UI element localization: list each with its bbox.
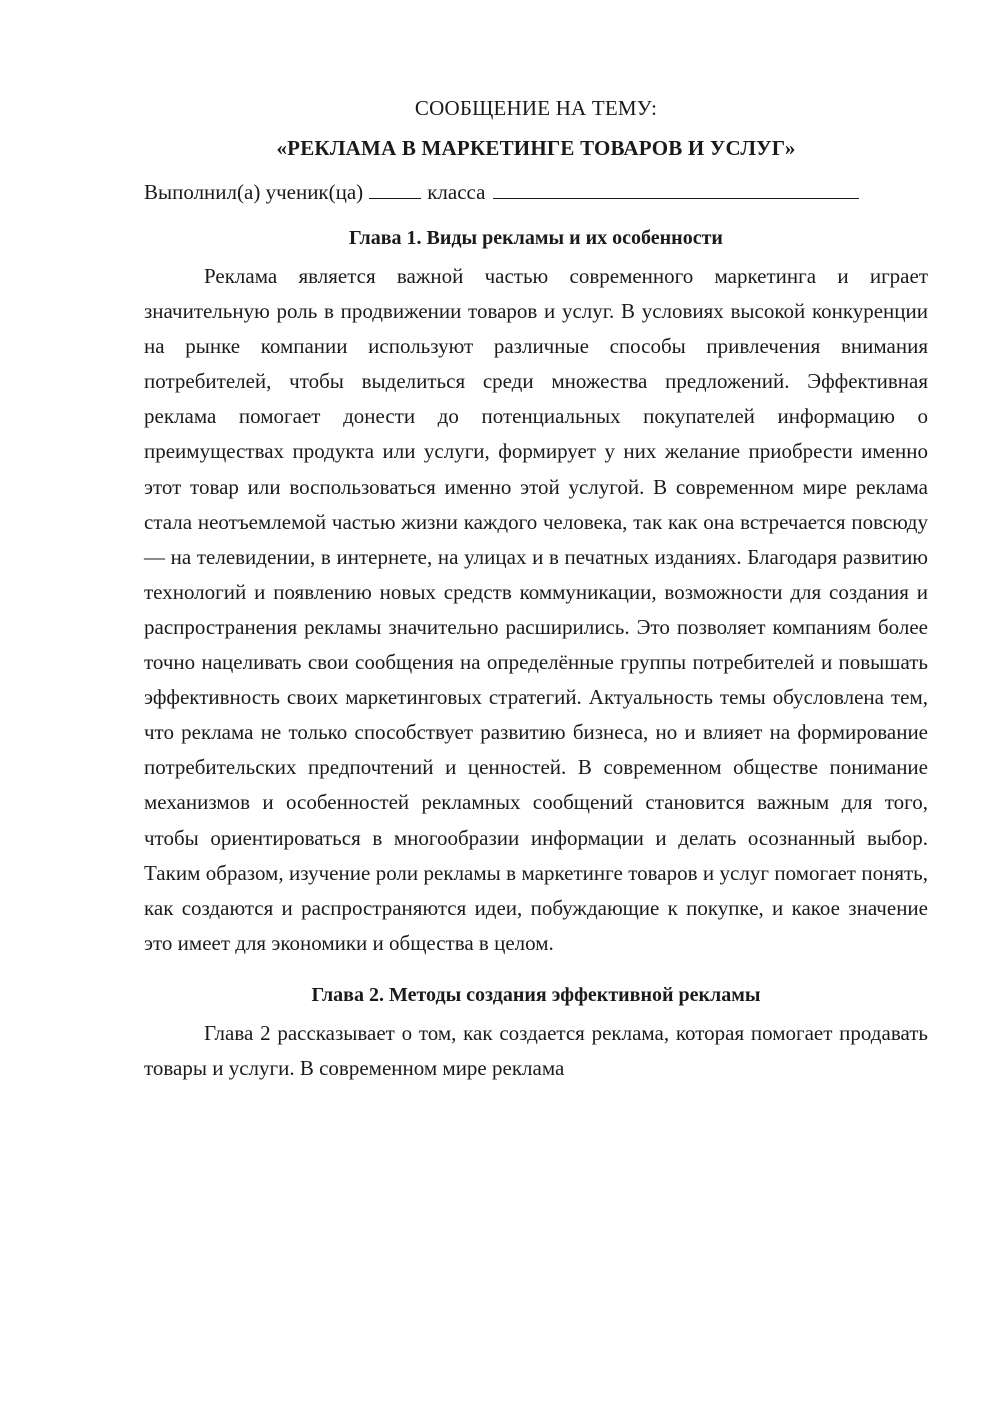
document-page [144,93,928,1086]
author-line [144,177,928,207]
class-number-blank [369,178,421,199]
chapter-1-paragraph: Реклама является важной частью современного маркетинга и играет значительную роль в продвижении товаров и услуг. В условиях высокой конкуренции на рынке компании используют различные способы привлечения внимания потребителей, чтобы выделиться среди множества предложений. Эффективная реклама помогает донести до потенциальных покупателей информацию о преимуществах продукта или услуги, формирует у них желание приобрести именно этот товар или воспользоваться именно этой услугой. В современном мире реклама стала неотъемлемой частью жизни каждого человека, так как она встречается повсюду — на телевидении, в интернете, на улицах и в печатных изданиях. Благодаря развитию технологий и появлению новых средств коммуникации, возможности для создания и распространения рекламы значительно расширились. Это позволяет компаниям более точно нацеливать свои сообщения на определённые группы потребителей и повышать эффективность своих маркетинговых стратегий. Актуальность темы обусловлена тем, что реклама не только способствует развитию бизнеса, но и влияет на формирование потребительских предпочтений и ценностей. В современном обществе понимание механизмов и особенностей рекламных сообщений становится важным для того, чтобы ориентироваться в многообразии информации и делать осознанный выбор. Таким образом, изучение роли рекламы в маркетинге товаров и услуг помогает понять, как создаются и распространяются идеи, побуждающие к покупке, и какое значение это имеет для экономики и общества в целом. [144,264,928,955]
author-class-word: класса [427,180,486,204]
document-title-line-1: СООБЩЕНИЕ НА ТЕМУ: [414,96,658,120]
chapter-2-heading: Глава 2. Методы создания эффективной рекламы [311,983,761,1006]
author-prefix: Выполнил(а) ученик(ца) [144,180,364,204]
chapter-1-heading: Глава 1. Виды рекламы и их особенности [349,227,723,249]
chapter-2-paragraph: Глава 2 рассказывает о том, как создается реклама, которая помогает продавать товары и услуги. В современном мире реклама [144,1020,928,1080]
student-name-blank [493,178,859,199]
document-title-line-2: «РЕКЛАМА В МАРКЕТИНГЕ ТОВАРОВ И УСЛУГ» [276,136,796,160]
